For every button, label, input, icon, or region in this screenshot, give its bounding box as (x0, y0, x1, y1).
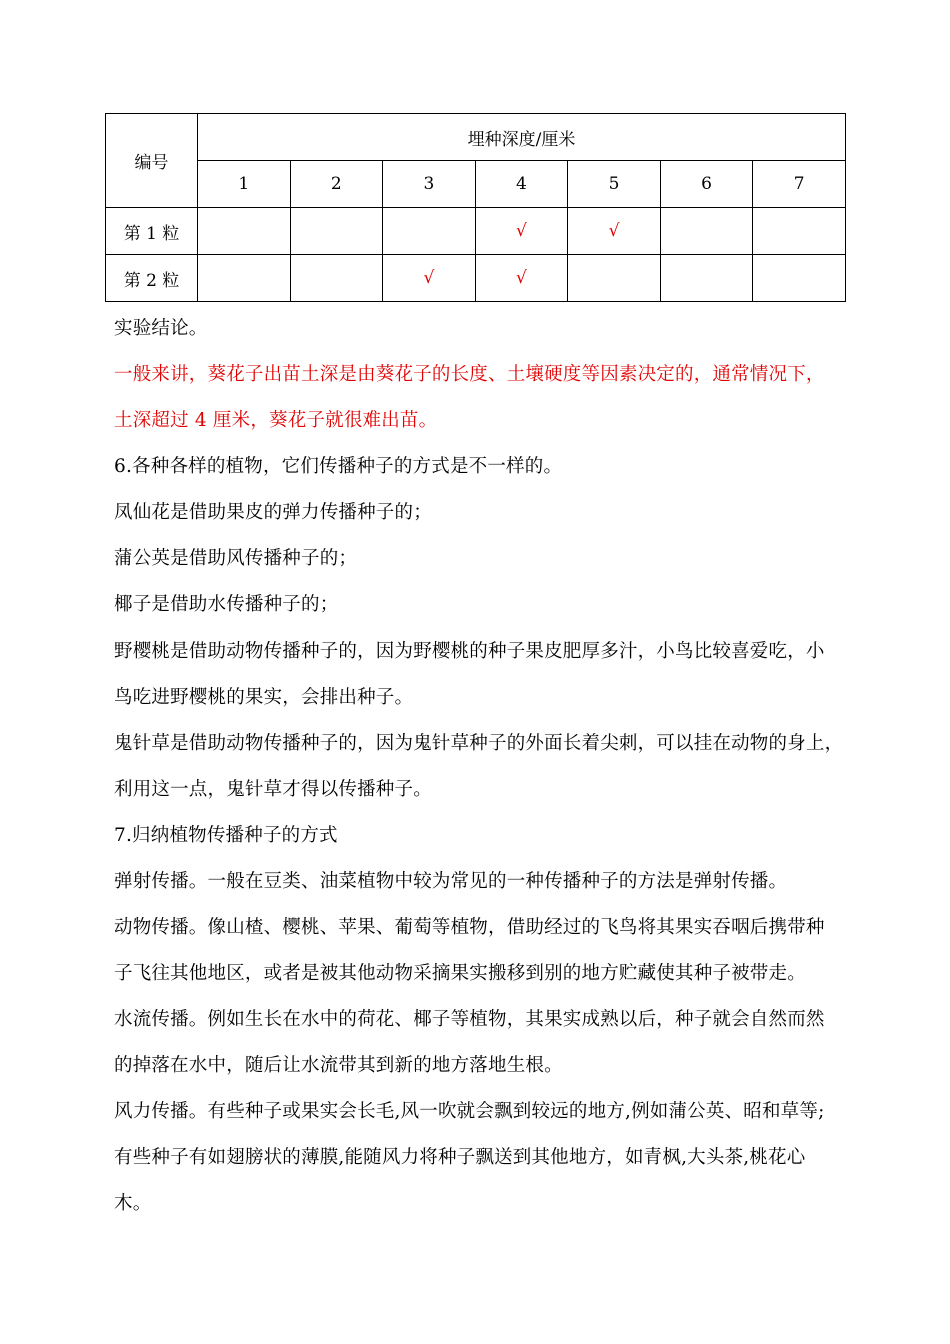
conclusion-answer-line: 土深超过 4 厘米，葵花子就很难出苗。 (114, 410, 438, 431)
depth-cell: 7 (753, 161, 846, 208)
table-row (106, 208, 846, 255)
result-cell: √ (475, 255, 568, 302)
result-cell (568, 255, 661, 302)
paragraph-line: 利用这一点，鬼针草才得以传播种子。 (114, 779, 432, 800)
result-cell (198, 255, 291, 302)
depth-cell: 2 (290, 161, 383, 208)
depth-header-cell: 埋种深度/厘米 (198, 114, 846, 161)
paragraph-line: 动物传播。像山楂、樱桃、苹果、葡萄等植物，借助经过的飞鸟将其果实吞咽后携带种 (114, 917, 825, 938)
number-header-cell: 编号 (106, 114, 198, 208)
result-cell (290, 255, 383, 302)
question-7-heading: 7.归纳植物传播种子的方式 (114, 825, 338, 846)
paragraph-line: 椰子是借助水传播种子的； (114, 594, 339, 615)
result-cell (660, 255, 753, 302)
paragraph-line: 木。 (114, 1193, 152, 1214)
result-cell (198, 208, 291, 255)
paragraph-line: 凤仙花是借助果皮的弹力传播种子的； (114, 502, 432, 523)
table-row (106, 255, 846, 302)
paragraph-line: 子飞往其他地区，或者是被其他动物采摘果实搬移到别的地方贮藏使其种子被带走。 (114, 963, 806, 984)
paragraph-line: 鸟吃进野樱桃的果实，会排出种子。 (114, 687, 414, 708)
paragraph-line: 鬼针草是借助动物传播种子的，因为鬼针草种子的外面长着尖刺，可以挂在动物的身上， (114, 733, 844, 754)
result-cell (753, 208, 846, 255)
paragraph-line: 有些种子有如翅膀状的薄膜,能随风力将种子飘送到其他地方，如青枫,大头茶,桃花心 (114, 1147, 806, 1168)
row-label-cell: 第 1 粒 (106, 208, 198, 255)
question-6-heading: 6.各种各样的植物，它们传播种子的方式是不一样的。 (114, 456, 563, 477)
result-cell (383, 208, 476, 255)
paragraph-line: 野樱桃是借助动物传播种子的，因为野樱桃的种子果皮肥厚多汁，小鸟比较喜爱吃，小 (114, 641, 825, 662)
table-header-row (106, 114, 846, 161)
result-cell: √ (383, 255, 476, 302)
result-cell: √ (475, 208, 568, 255)
depth-cell: 3 (383, 161, 476, 208)
depth-cell: 6 (660, 161, 753, 208)
result-cell: √ (568, 208, 661, 255)
conclusion-heading: 实验结论。 (114, 318, 208, 339)
depth-cell: 5 (568, 161, 661, 208)
experiment-table (105, 113, 846, 302)
depth-cell: 1 (198, 161, 291, 208)
paragraph-line: 弹射传播。一般在豆类、油菜植物中较为常见的一种传播种子的方法是弹射传播。 (114, 871, 788, 892)
paragraph-line: 风力传播。有些种子或果实会长毛,风一吹就会飘到较远的地方,例如蒲公英、昭和草等; (114, 1101, 825, 1122)
conclusion-answer-line: 一般来讲，葵花子出苗土深是由葵花子的长度、土壤硬度等因素决定的，通常情况下， (114, 364, 825, 385)
row-label-cell: 第 2 粒 (106, 255, 198, 302)
result-cell (753, 255, 846, 302)
result-cell (660, 208, 753, 255)
depth-values-row (106, 161, 846, 208)
paragraph-line: 水流传播。例如生长在水中的荷花、椰子等植物，其果实成熟以后，种子就会自然而然 (114, 1009, 825, 1030)
result-cell (290, 208, 383, 255)
paragraph-line: 的掉落在水中，随后让水流带其到新的地方落地生根。 (114, 1055, 563, 1076)
depth-cell: 4 (475, 161, 568, 208)
paragraph-line: 蒲公英是借助风传播种子的； (114, 548, 358, 569)
